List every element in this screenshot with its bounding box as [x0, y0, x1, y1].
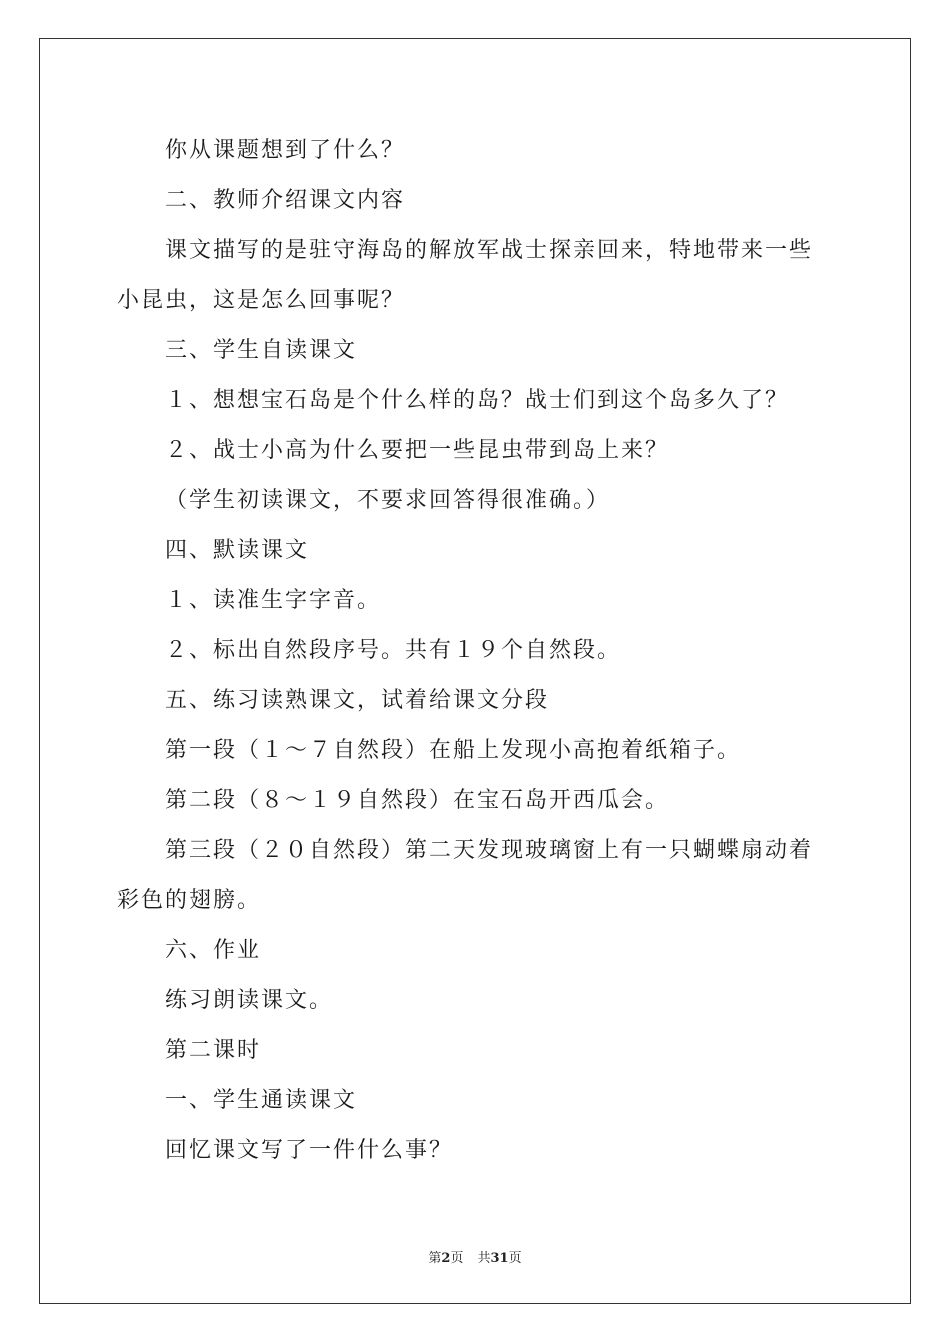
page-footer: [0, 1247, 950, 1266]
footer-total-suffix: 页: [508, 1251, 522, 1266]
lesson-heading: 第二课时: [165, 1038, 262, 1063]
paragraph: 课文描写的是驻守海岛的解放军战士探亲回来，特地带来一些小昆虫，这是怎么回事呢？: [117, 238, 814, 313]
section-heading: 四、默读课文: [165, 538, 310, 563]
section-heading: 六、作业: [165, 938, 262, 963]
list-item: ２、标出自然段序号。共有１９个自然段。: [165, 638, 622, 663]
paragraph: 练习朗读课文。: [165, 988, 334, 1013]
list-item: １、读准生字字音。: [165, 588, 382, 613]
paragraph: 你从课题想到了什么？: [165, 138, 406, 163]
list-item: ２、战士小高为什么要把一些昆虫带到岛上来？: [165, 438, 670, 463]
section-heading: 二、教师介绍课文内容: [165, 188, 406, 213]
section-heading: 五、练习读熟课文，试着给课文分段: [165, 688, 550, 713]
list-item: １、想想宝石岛是个什么样的岛？战士们到这个岛多久了？: [165, 388, 790, 413]
note: （学生初读课文，不要求回答得很准确。）: [165, 488, 611, 513]
section-heading: 三、学生自读课文: [165, 338, 358, 363]
paragraph: 回忆课文写了一件什么事？: [165, 1138, 454, 1163]
paragraph: 第二段（８～１９自然段）在宝石岛开西瓜会。: [165, 788, 670, 813]
paragraph: 第一段（１～７自然段）在船上发现小高抱着纸箱子。: [165, 738, 742, 763]
footer-page-number: 2: [441, 1251, 451, 1266]
footer-page-prefix: 第: [428, 1251, 442, 1266]
section-heading: 一、学生通读课文: [165, 1088, 358, 1113]
paragraph: 第三段（２０自然段）第二天发现玻璃窗上有一只蝴蝶扇动着彩色的翅膀。: [117, 838, 814, 913]
footer-total-pages: 31: [490, 1251, 509, 1266]
document-body: [117, 126, 835, 1176]
footer-page-suffix: 页: [450, 1251, 464, 1266]
footer-total-prefix: 共: [477, 1251, 491, 1266]
